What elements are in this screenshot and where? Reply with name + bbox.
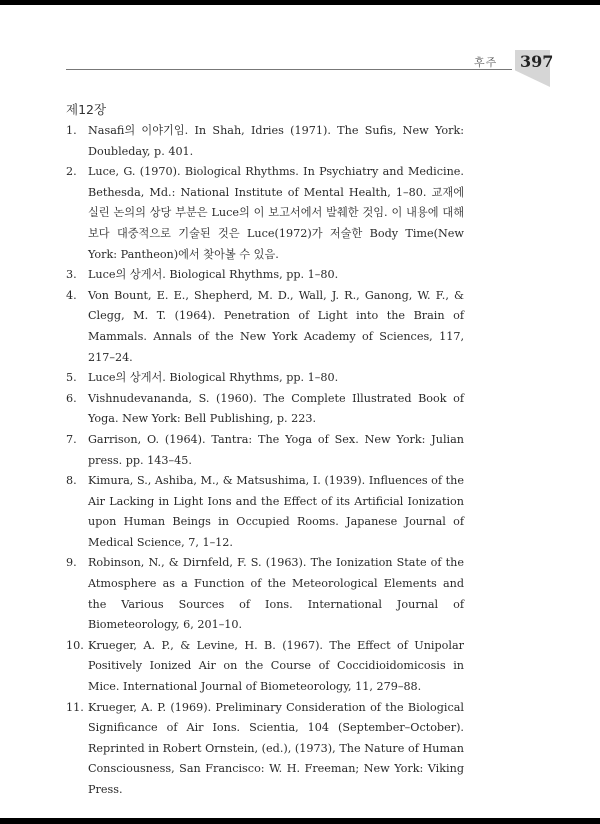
endnote-number: 10.: [66, 638, 84, 652]
endnote-text: Luce의 상게서. Biological Rhythms, pp. 1–80.: [88, 371, 339, 385]
endnote-text: Von Bount, E. E., Shepherd, M. D., Wall, J. R., Ganong, W. F., & Clegg, M. T. (1964). Penetration of Light into the Brain of Mammals. Annals of the New York Academy of Sciences, 117, 217–24.: [88, 288, 464, 364]
header-rule: [66, 69, 512, 70]
endnote: [66, 265, 464, 286]
endnote-text: Robinson, N., & Dirnfeld, F. S. (1963). The Ionization State of the Atmosphere as a Function of the Meteorological Elements and the Various Sources of Ions. International Journal of Biometeorology, 6, 201–10.: [88, 556, 464, 632]
endnote-number: 11.: [66, 700, 84, 714]
endnote: [66, 430, 464, 471]
page-top-border: [0, 0, 600, 5]
endnote-number: 3.: [66, 268, 77, 282]
endnote-number: 7.: [66, 432, 77, 446]
endnote: [66, 636, 464, 698]
running-header-section: 후주: [474, 56, 498, 69]
endnote-text: Krueger, A. P. (1969). Preliminary Consideration of the Biological Significance of Air Ions. Scientia, 104 (September–October). Reprinted in Robert Ornstein, (ed.), (1973), The Nature of Human Consciousness, San Francisco: W. H. Freeman; New York: Viking Press.: [88, 700, 464, 796]
endnote-number: 6.: [66, 391, 77, 405]
endnote: [66, 368, 464, 389]
chapter-title: 제12장: [66, 102, 107, 117]
endnote: [66, 553, 464, 635]
endnote-number: 1.: [66, 124, 77, 137]
endnotes-list: [66, 121, 464, 801]
endnote: [66, 162, 464, 265]
endnote: [66, 471, 464, 553]
endnote: [66, 121, 464, 162]
endnote-number: 2.: [66, 165, 77, 179]
endnote-text: Luce의 상게서. Biological Rhythms, pp. 1–80.: [88, 268, 339, 282]
endnote: [66, 286, 464, 368]
endnote-text: Luce, G. (1970). Biological Rhythms. In Psychiatry and Medicine. Bethesda, Md.: National Institute of Mental Health, 1–80. 교재에 실린 논의의 상당 부분은 Luce의 이 보고서에서 발췌한 것임. 이 내용에 대해 보다 대중적으로 기술된 것은 Luce(1972)가 저술한 Body Time(New York: Pantheon)에서 찾아볼 수 있음.: [88, 165, 464, 261]
page-bottom-border: [0, 818, 600, 824]
endnote-number: 9.: [66, 556, 77, 570]
endnote-text: Nasafi의 이야기임. In Shah, Idries (1971). The Sufis, New York: Doubleday, p. 401.: [88, 124, 464, 158]
endnote-text: Kimura, S., Ashiba, M., & Matsushima, I. (1939). Influences of the Air Lacking in Light Ions and the Effect of its Artificial Ionization upon Human Beings in Occupied Rooms. Japanese Journal of Medical Science, 7, 1–12.: [88, 474, 464, 549]
endnote-number: 8.: [66, 474, 77, 488]
endnote: [66, 698, 464, 801]
endnote: [66, 389, 464, 430]
endnote-number: 5.: [66, 371, 77, 385]
endnote-text: Krueger, A. P., & Levine, H. B. (1967). The Effect of Unipolar Positively Ionized Air on the Course of Coccidioidomicosis in Mice. International Journal of Biometeorology, 11, 279–88.: [88, 638, 464, 694]
page-number: 397: [520, 52, 554, 71]
endnote-text: Vishnudevananda, S. (1960). The Complete Illustrated Book of Yoga. New York: Bell Publishing, p. 223.: [88, 391, 464, 426]
endnote-text: Garrison, O. (1964). Tantra: The Yoga of Sex. New York: Julian press. pp. 143–45.: [88, 432, 464, 467]
endnote-number: 4.: [66, 288, 77, 302]
